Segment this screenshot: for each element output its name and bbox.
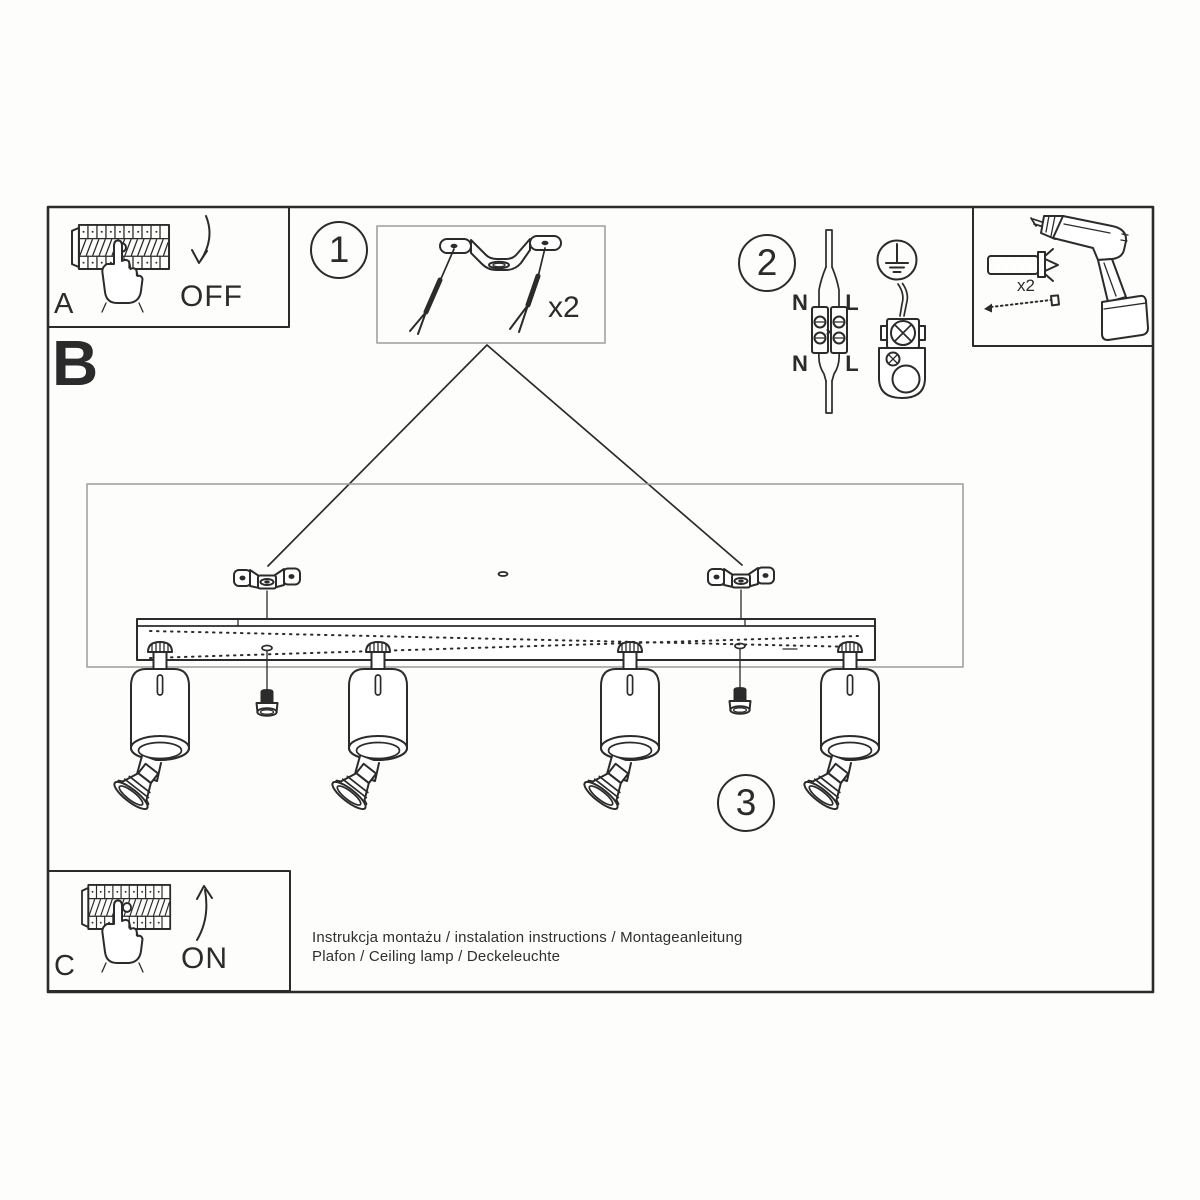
ceiling-rail [137, 619, 875, 660]
wall-bracket-left [234, 569, 300, 589]
step-2-badge: 2 [738, 234, 796, 292]
ground-clamp-icon [879, 319, 925, 398]
breaker-off-label: OFF [180, 280, 243, 313]
wire-label-l-top: L [845, 290, 859, 315]
footer-instructions-line: Instrukcja montażu / instalation instructions / Montageanleitung [312, 929, 743, 946]
fixing-screw-left [257, 689, 278, 716]
wire-label-n-top: N [792, 290, 808, 315]
bracket-screw-icon [410, 249, 454, 334]
main-border [48, 207, 1153, 992]
mains-cable-bottom [819, 353, 839, 413]
step-3-badge: 3 [717, 774, 775, 832]
breaker-on-label: ON [181, 942, 228, 975]
bracket-alignment-lines [267, 590, 741, 619]
leader-lines [268, 345, 742, 566]
step-1-badge: 1 [310, 221, 368, 279]
panel-a-label: A [54, 288, 74, 320]
arrow-up-icon [197, 886, 212, 940]
center-mark-hole [499, 572, 508, 576]
section-b-label: B [52, 327, 99, 399]
wire-label-n-bottom: N [792, 351, 808, 376]
mounting-bracket-icon [440, 236, 561, 270]
panel-c-label: C [54, 950, 75, 982]
wood-screw-icon [984, 295, 1059, 312]
step-1-quantity: x2 [548, 291, 580, 324]
wire-label-l-bottom: L [845, 351, 859, 376]
ground-wire [898, 284, 907, 317]
fixing-screw-right [730, 687, 751, 714]
hand-press-icon [102, 241, 143, 313]
step1-parts-box [377, 226, 605, 343]
footer-product-line: Plafon / Ceiling lamp / Deckeleuchte [312, 948, 561, 965]
arrow-down-icon [192, 216, 210, 263]
ground-symbol-icon [878, 241, 917, 280]
anchor-quantity: x2 [1017, 276, 1035, 295]
mains-cable-top [819, 230, 839, 306]
wall-bracket-right [708, 568, 774, 588]
